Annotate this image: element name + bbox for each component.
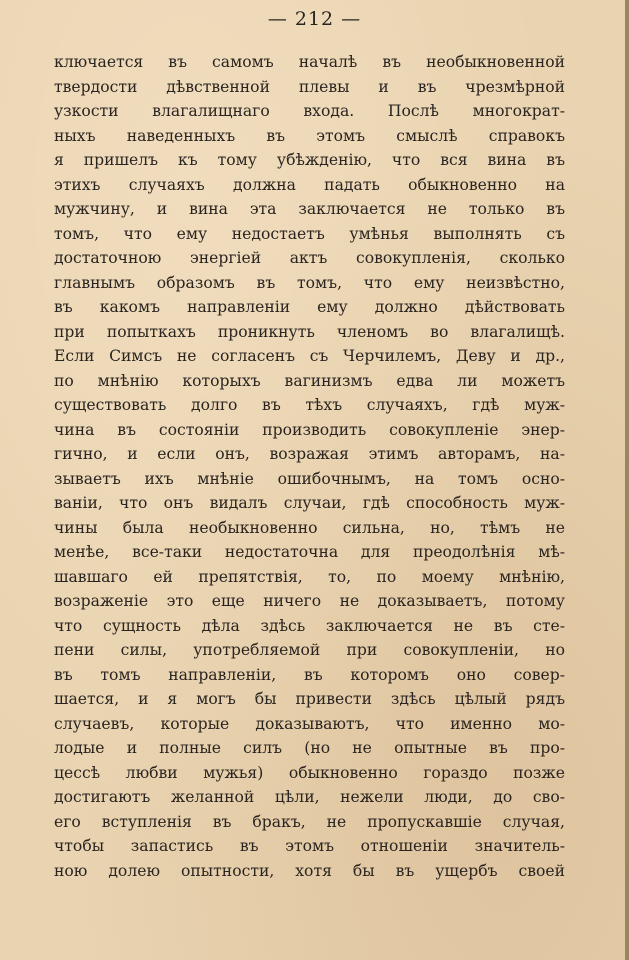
text-line: при попыткахъ проникнуть членомъ во влагалищѣ. xyxy=(54,322,565,341)
text-line: ваніи, что онъ видалъ случаи, гдѣ способность муж- xyxy=(54,494,565,512)
text-line: существовать долго въ тѣхъ случаяхъ, гдѣ муж- xyxy=(54,396,565,414)
text-line: шавшаго ей препятствія, то, по моему мнѣнію, xyxy=(54,567,565,586)
page-edge xyxy=(625,0,629,960)
body-text xyxy=(54,50,565,883)
text-line: гично, и если онъ, возражая этимъ авторамъ, на- xyxy=(54,445,565,463)
text-line: достигаютъ желанной цѣли, нежели люди, до сво- xyxy=(54,788,565,806)
text-line: я пришелъ къ тому убѣжденію, что вся вина въ xyxy=(54,151,565,169)
text-line: въ томъ направленіи, въ которомъ оно совер- xyxy=(54,665,565,684)
text-line: узкости влагалищнаго входа. Послѣ многократ- xyxy=(54,102,565,120)
text-line: чтобы запастись въ этомъ отношеніи значитель- xyxy=(54,837,565,855)
text-line: менѣе, все-таки недостаточна для преодолѣнія мѣ- xyxy=(54,543,565,561)
text-line: по мнѣнію которыхъ вагинизмъ едва ли можетъ xyxy=(54,371,565,390)
text-line: ною долею опытности, хотя бы въ ущербъ своей xyxy=(54,861,565,880)
text-line: его вступленія въ бракъ, не пропускавшіе случая, xyxy=(54,812,565,831)
text-line: случаевъ, которые доказываютъ, что именно мо- xyxy=(54,714,565,733)
text-line: достаточною энергіей актъ совокупленія, сколько xyxy=(54,249,565,267)
text-line: пени силы, употребляемой при совокупленіи, но xyxy=(54,641,565,659)
page-number: — 212 — xyxy=(267,8,362,30)
text-line: лодые и полные силъ (но не опытные въ про- xyxy=(54,739,565,757)
text-line: твердости дѣвственной плевы и въ чрезмѣрной xyxy=(54,77,565,96)
text-line: ныхъ наведенныхъ въ этомъ смыслѣ справокъ xyxy=(54,126,565,145)
text-line: шается, и я могъ бы привести здѣсь цѣлый рядъ xyxy=(54,690,565,708)
text-line: ключается въ самомъ началѣ въ необыкновенной xyxy=(54,53,565,71)
text-line: главнымъ образомъ въ томъ, что ему неизвѣстно, xyxy=(54,273,565,292)
text-line: томъ, что ему недостаетъ умѣнья выполнять съ xyxy=(54,224,565,243)
text-line: возраженіе это еще ничего не доказываетъ, потому xyxy=(54,592,565,610)
text-line: что сущность дѣла здѣсь заключается не въ сте- xyxy=(54,616,565,635)
text-line: цессѣ любви мужья) обыкновенно гораздо позже xyxy=(54,763,565,782)
text-line: этихъ случаяхъ должна падать обыкновенно на xyxy=(54,175,565,194)
text-line: Если Симсъ не согласенъ съ Черчилемъ, Деву и др., xyxy=(54,347,565,365)
text-line: чина въ состояніи производить совокупленіе энер- xyxy=(54,420,565,439)
text-line: зываетъ ихъ мнѣніе ошибочнымъ, на томъ осно- xyxy=(54,469,565,488)
text-line: мужчину, и вина эта заключается не только въ xyxy=(54,200,565,218)
text-line: въ какомъ направленіи ему должно дѣйствовать xyxy=(54,298,565,316)
text-line: чины была необыкновенно сильна, но, тѣмъ не xyxy=(54,518,565,537)
